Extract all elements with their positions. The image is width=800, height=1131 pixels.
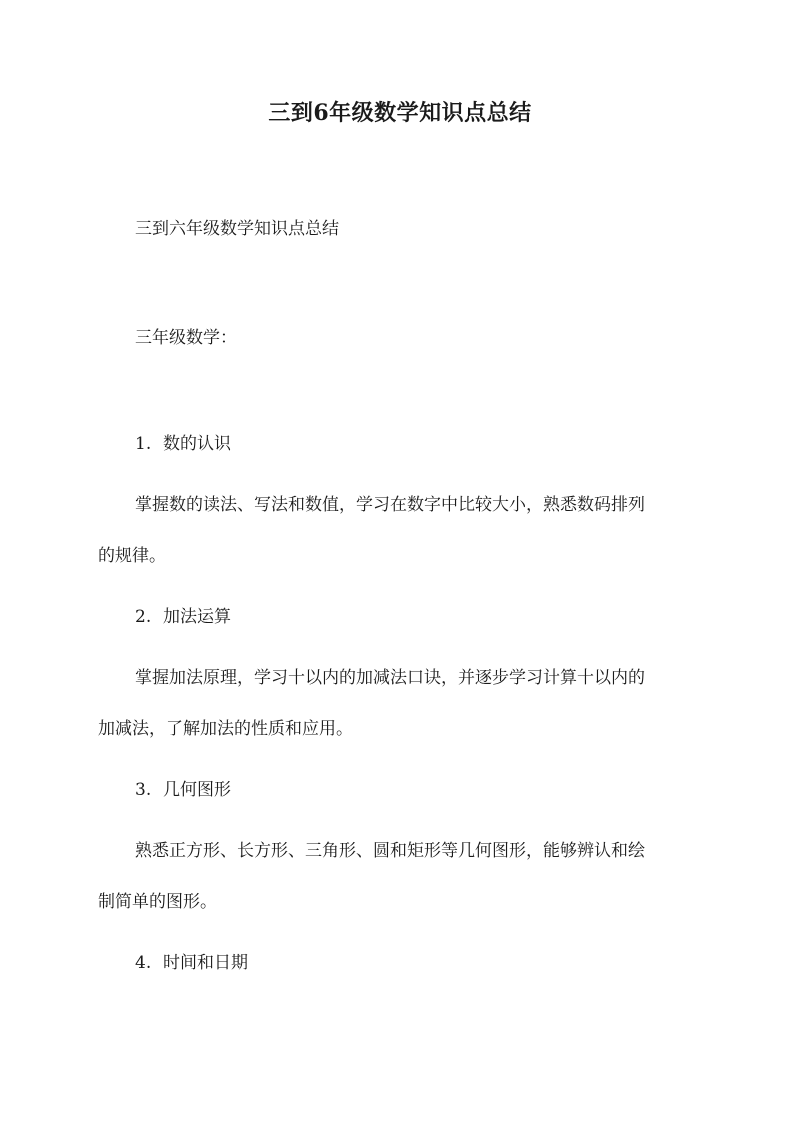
- item-title: 数的认识: [163, 434, 231, 454]
- item-body-line: 熟悉正方形、长方形、三角形、圆和矩形等几何图形，能够辨认和绘: [135, 841, 645, 861]
- item-body-line: 制简单的图形。: [98, 892, 217, 912]
- item-heading: [135, 951, 248, 975]
- item-heading: [135, 605, 231, 629]
- item-heading: [135, 432, 231, 456]
- document-title: 三到6年级数学知识点总结: [268, 100, 532, 126]
- item-heading: [135, 778, 231, 802]
- item-number: 4.: [135, 953, 152, 973]
- section-heading: 三年级数学：: [135, 328, 237, 348]
- document-subtitle: 三到六年级数学知识点总结: [135, 219, 339, 239]
- item-number: 2.: [135, 607, 152, 627]
- item-title: 加法运算: [163, 607, 231, 627]
- item-body-line: 加减法，了解加法的性质和应用。: [98, 719, 353, 739]
- item-body-line: 掌握数的读法、写法和数值，学习在数字中比较大小，熟悉数码排列: [135, 495, 645, 515]
- item-number: 3.: [135, 780, 152, 800]
- item-number: 1.: [135, 434, 152, 454]
- item-title: 几何图形: [163, 780, 231, 800]
- item-title: 时间和日期: [163, 953, 248, 973]
- item-body-line: 掌握加法原理，学习十以内的加减法口诀，并逐步学习计算十以内的: [135, 668, 645, 688]
- item-body-line: 的规律。: [98, 546, 166, 566]
